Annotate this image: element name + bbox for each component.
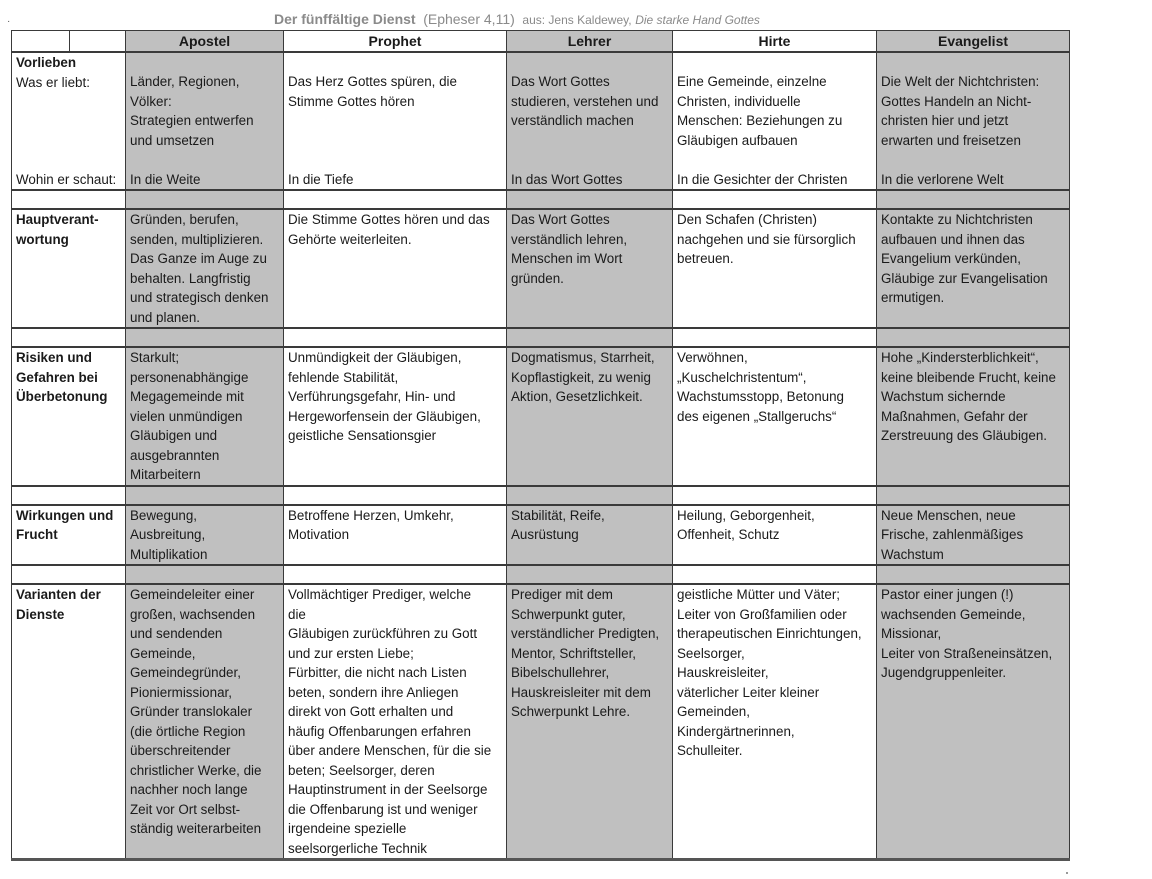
cell-text: In das Wort Gottes [511,171,623,187]
cell-text: In die Weite [130,171,201,187]
cell-text: Eine Gemeinde, einzelne Christen, individuelle Menschen: Beziehungen zu Gläubigen aufbauen [677,74,843,148]
table-row-hauptverantwortung [12,209,1070,328]
table-row-wirkungen [12,505,1070,566]
cell-apostel: Bewegung, Ausbreitung, Multiplikation [126,505,284,566]
cell-text: In die verlorene Welt [881,171,1004,187]
cell-text: In die Gesichter der Christen [677,171,848,187]
cell-prophet: Unmündigkeit der Gläubigen, fehlende Stabilität, Verführungsgefahr, Hin- und Hergeworfensein der Gläubigen, geistliche Sensationsgier [284,347,507,486]
header-row [12,31,1070,53]
cell-prophet: Betroffene Herzen, Umkehr, Motivation [284,505,507,566]
cell-apostel: Starkult; personenabhängige Megagemeinde mit vielen unmündigen Gläubigen und ausgebrannten Mitarbeitern [126,347,284,486]
title-reference: (Epheser 4,11) [423,11,515,27]
cell-hirte: geistliche Mütter und Väter; Leiter von Großfamilien oder therapeutischen Einrichtungen, Seelsorger, Hauskreisleiter, väterlicher Leiter kleiner Gemeinden, Kindergärtnerinnen, Schulleiter. [673,584,877,860]
column-header-lehrer: Lehrer [507,31,673,53]
row-label: Varianten der Dienste [12,584,126,860]
cell-lehrer: Stabilität, Reife, Ausrüstung [507,505,673,566]
row-label-sub: Wohin er schaut: [16,171,117,187]
table-row-risiken [12,347,1070,486]
cell-evangelist: Hohe „Kindersterblichkeit“, keine bleibende Frucht, keine Wachstum sichernde Maßnahmen, Gefahr der Zerstreuung des Gläubigen. [877,347,1070,486]
table-row-vorlieben [12,52,1070,190]
title-source: aus: Jens Kaldewey, [522,13,632,27]
row-label: Risiken und Gefahren bei Überbetonung [12,347,126,486]
cell-evangelist [877,52,1070,190]
column-header-prophet: Prophet [284,31,507,53]
corner-mark: · [7,16,11,27]
ministry-table [11,30,1070,861]
row-label: Wirkungen und Frucht [12,505,126,566]
cell-hirte: Den Schafen (Christen) nachgehen und sie fürsorglich betreuen. [673,209,877,328]
corner-cell [70,31,126,53]
table-row-varianten [12,584,1070,860]
row-label-sub: Was er liebt: [16,74,90,90]
cell-apostel [126,52,284,190]
corner-cell [12,31,70,53]
column-header-hirte: Hirte [673,31,877,53]
spacer-row [12,565,1070,584]
spacer-row [12,486,1070,505]
corner-mark [1066,872,1068,874]
cell-evangelist: Neue Menschen, neue Frische, zahlenmäßiges Wachstum [877,505,1070,566]
title-book: Die starke Hand Gottes [635,13,760,27]
row-label-title: Vorlieben [16,55,77,70]
cell-text: Das Wort Gottes studieren, verstehen und verständlich machen [511,74,659,128]
cell-lehrer: Das Wort Gottes verständlich lehren, Menschen im Wort gründen. [507,209,673,328]
cell-apostel: Gemeindeleiter einer großen, wachsenden und sendenden Gemeinde, Gemeindegründer, Pioniermissionar, Gründer translokaler (die örtliche Region überschreitender christlicher Werke, die nachher noch lange Zeit vor Ort selbst- ständig weiterarbeiten [126,584,284,860]
cell-evangelist: Pastor einer jungen (!) wachsenden Gemeinde, Missionar, Leiter von Straßeneinsätzen, Jugendgruppenleiter. [877,584,1070,860]
cell-text: Das Herz Gottes spüren, die Stimme Gottes hören [288,74,457,109]
cell-lehrer: Prediger mit dem Schwerpunkt guter, verständlicher Predigten, Mentor, Schriftsteller, Bibelschullehrer, Hauskreisleiter mit dem Schwerpunkt Lehre. [507,584,673,860]
row-label: Hauptverant- wortung [12,209,126,328]
cell-prophet: Vollmächtiger Prediger, welche die Gläubigen zurückführen zu Gott und zur ersten Liebe; Fürbitter, die nicht nach Listen beten, sondern ihre Anliegen direkt von Gott erhalten und häufig Offenbarungen erfahren über andere Menschen, für die sie beten; Seelsorger, deren Hauptinstrument in der Seelsorge die Offenbarung ist und weniger irgendeine spezielle seelsorgerliche Technik [284,584,507,860]
cell-hirte [673,52,877,190]
cell-hirte: Heilung, Geborgenheit, Offenheit, Schutz [673,505,877,566]
spacer-row [12,328,1070,347]
cell-prophet: Die Stimme Gottes hören und das Gehörte weiterleiten. [284,209,507,328]
cell-lehrer: Dogmatismus, Starrheit, Kopflastigkeit, zu wenig Aktion, Gesetzlichkeit. [507,347,673,486]
cell-prophet [284,52,507,190]
cell-lehrer [507,52,673,190]
cell-hirte: Verwöhnen, „Kuschelchristentum“, Wachstumsstopp, Betonung des eigenen „Stallgeruchs“ [673,347,877,486]
cell-text: In die Tiefe [288,171,354,187]
spacer-row [12,190,1070,209]
row-label [12,52,126,190]
title-main: Der fünffältige Dienst [274,11,416,27]
cell-text: Die Welt der Nichtchristen: Gottes Handeln an Nicht- christen hier und jetzt erwarten und freisetzen [881,74,1040,148]
cell-apostel: Gründen, berufen, senden, multiplizieren. Das Ganze im Auge zu behalten. Langfristig und strategisch denken und planen. [126,209,284,328]
cell-text: Länder, Regionen, Völker: Strategien entwerfen und umsetzen [130,74,254,148]
cell-evangelist: Kontakte zu Nichtchristen aufbauen und ihnen das Evangelium verkünden, Gläubige zur Evangelisation ermutigen. [877,209,1070,328]
column-header-apostel: Apostel [126,31,284,53]
document-title [274,11,760,27]
column-header-evangelist: Evangelist [877,31,1070,53]
